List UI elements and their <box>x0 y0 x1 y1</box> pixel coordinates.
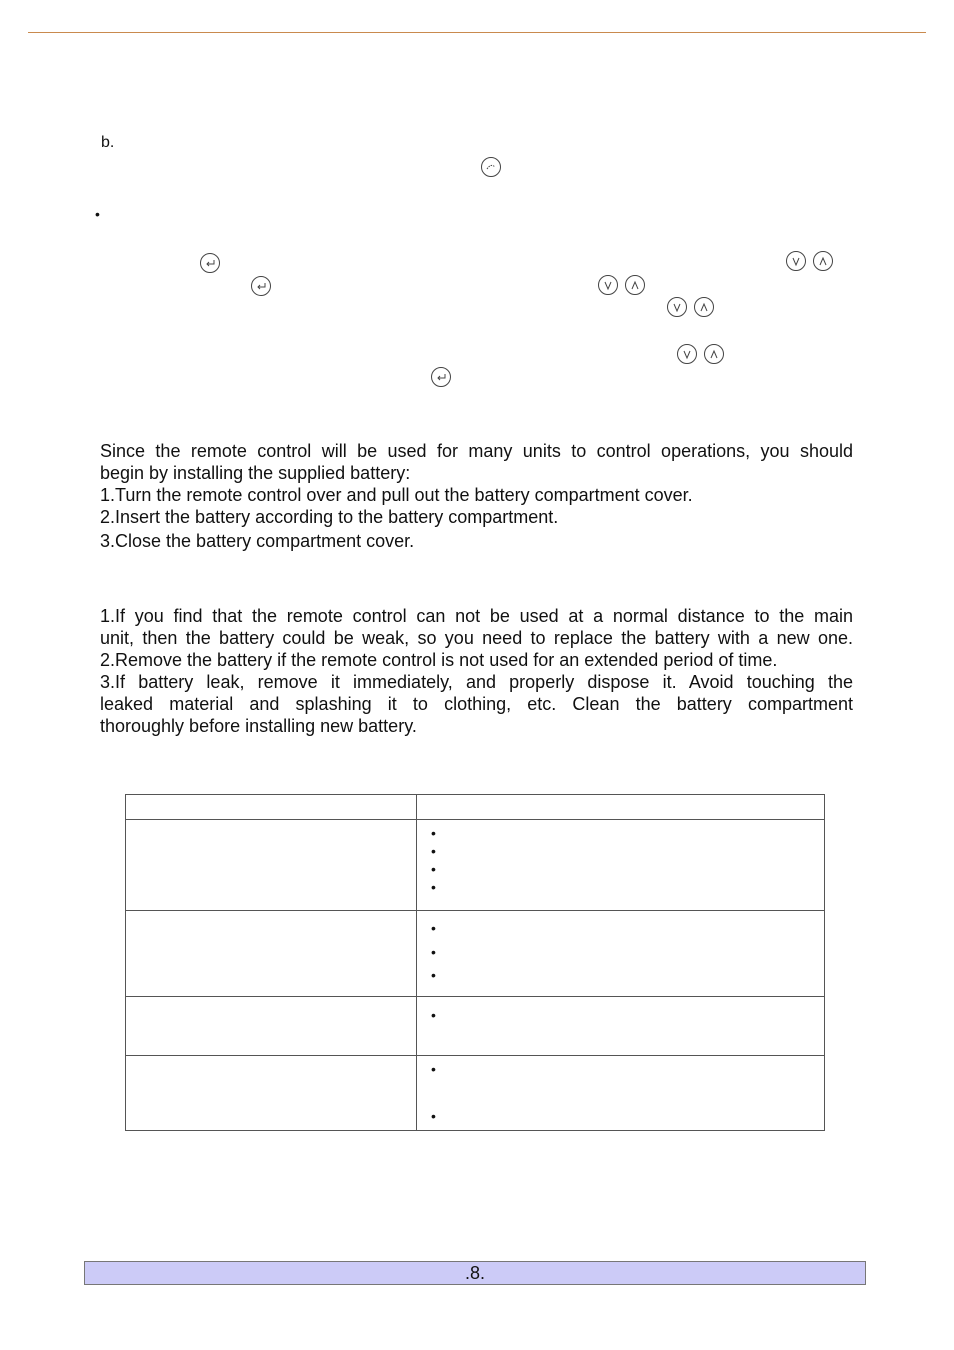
table-cell-symptom <box>126 911 417 997</box>
up-arrow-icon <box>694 297 714 317</box>
table-cell-remedy <box>417 820 825 911</box>
enter-icon <box>200 253 220 273</box>
enter-icon <box>251 276 271 296</box>
bullet-marker: • <box>431 879 436 895</box>
enter-icon <box>431 367 451 387</box>
battery-note-line: thoroughly before installing new battery. <box>100 716 417 736</box>
battery-note-line: 3.If battery leak, remove it immediately, and properly dispose it. Avoid touching the <box>100 672 853 692</box>
bullet-marker: • <box>431 920 436 936</box>
battery-install-step: 2.Insert the battery according to the battery compartment. <box>100 507 559 527</box>
bullet-marker: • <box>431 944 436 960</box>
down-arrow-icon <box>677 344 697 364</box>
bullet-marker: • <box>431 1108 436 1124</box>
table-header-cell <box>417 795 825 820</box>
page-number: .8. <box>464 1263 485 1283</box>
battery-note-line: 2.Remove the battery if the remote control is not used for an extended period of time. <box>100 650 778 670</box>
battery-install-line: Since the remote control will be used for many units to control operations, you should <box>100 441 853 461</box>
mode-icon <box>481 157 501 177</box>
bullet-marker: • <box>431 825 436 841</box>
bullet-marker: • <box>431 843 436 859</box>
section-marker-b: b. <box>101 134 115 151</box>
table-row <box>126 1056 825 1131</box>
troubleshooting-table <box>125 794 825 1131</box>
header-rule <box>28 32 926 33</box>
table-cell-symptom <box>126 997 417 1056</box>
table-cell-remedy <box>417 997 825 1056</box>
down-arrow-icon <box>786 251 806 271</box>
battery-install-step: 1.Turn the remote control over and pull out the battery compartment cover. <box>100 485 693 505</box>
table-cell-remedy <box>417 911 825 997</box>
battery-install-line: begin by installing the supplied battery: <box>100 463 411 483</box>
down-arrow-icon <box>667 297 687 317</box>
battery-note-line: unit, then the battery could be weak, so you need to replace the battery with a new one. <box>100 628 853 648</box>
battery-notes-paragraph <box>100 605 853 737</box>
battery-install-paragraph <box>100 440 853 552</box>
table-row <box>126 997 825 1056</box>
page-footer <box>84 1261 866 1285</box>
down-arrow-icon <box>598 275 618 295</box>
battery-note-line: 1.If you find that the remote control can not be used at a normal distance to the main <box>100 606 853 626</box>
bullet-marker: • <box>431 1061 436 1077</box>
table-row <box>126 820 825 911</box>
bullet-marker: • <box>431 1007 436 1023</box>
bullet-marker: • <box>431 967 436 983</box>
bullet-marker: • <box>95 206 100 222</box>
table-cell-remedy <box>417 1056 825 1131</box>
table-header-cell <box>126 795 417 820</box>
table-header-row <box>126 795 825 820</box>
bullet-marker: • <box>431 861 436 877</box>
battery-install-step: 3.Close the battery compartment cover. <box>100 531 415 551</box>
up-arrow-icon <box>813 251 833 271</box>
table-cell-symptom <box>126 1056 417 1131</box>
table-row <box>126 911 825 997</box>
battery-note-line: leaked material and splashing it to clothing, etc. Clean the battery compartment <box>100 694 853 714</box>
up-arrow-icon <box>625 275 645 295</box>
up-arrow-icon <box>704 344 724 364</box>
table-cell-symptom <box>126 820 417 911</box>
